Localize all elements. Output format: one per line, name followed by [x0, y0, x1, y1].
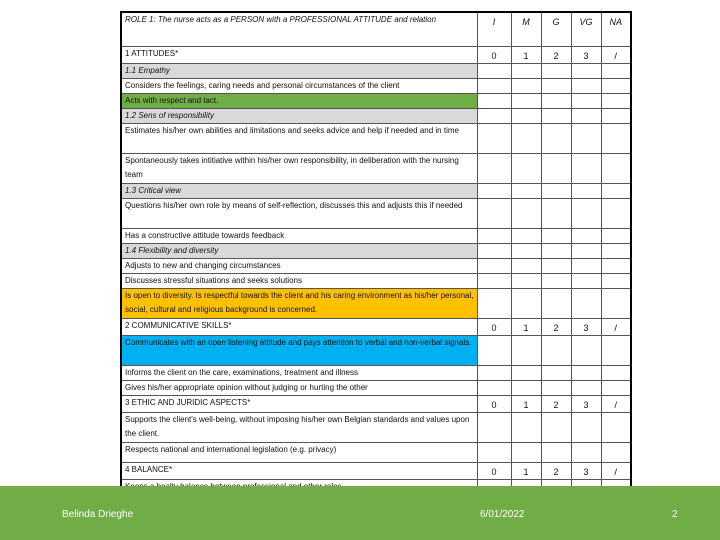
section-balance: 4 BALANCE* [121, 462, 477, 479]
criterion-text: Adjusts to new and changing circumstances [121, 258, 477, 273]
criterion-text: Spontaneously takes intitiative within his/her own responsibility, in deliberation with the nursing team [121, 153, 477, 183]
section-ethic-juridic: 3 ETHIC AND JURIDIC ASPECTS* [121, 395, 477, 412]
section-row [121, 318, 631, 335]
score-0-option[interactable]: 0 [477, 395, 511, 412]
criterion-row [121, 335, 631, 365]
criterion-row [121, 258, 631, 273]
score-1-option[interactable]: 1 [511, 46, 541, 63]
score-3-option[interactable]: 3 [571, 46, 601, 63]
score-3-option[interactable]: 3 [571, 395, 601, 412]
criterion-row [121, 78, 631, 93]
footer-date: 6/01/2022 [480, 509, 525, 520]
score-2-option[interactable]: 2 [541, 46, 571, 63]
footer-bar [0, 486, 720, 540]
criterion-row [121, 442, 631, 462]
section-row [121, 462, 631, 479]
score-3-option[interactable]: 3 [571, 462, 601, 479]
criterion-text: Estimates his/her own abilities and limitations and seeks advice and help if needed and in time [121, 123, 477, 153]
criterion-row [121, 228, 631, 243]
criterion-text: Gives his/her appropriate opinion without judging or hurting the other [121, 380, 477, 395]
score-na-option[interactable]: / [601, 46, 631, 63]
score-na-option[interactable]: / [601, 462, 631, 479]
section-attitudes: 1 ATTITUDES* [121, 46, 477, 63]
scale-good: G [541, 12, 571, 46]
role-title: ROLE 1: The nurse acts as a PERSON with a PROFESSIONAL ATTITUDE and relation [121, 12, 477, 46]
evaluation-table [120, 11, 632, 496]
section-row [121, 46, 631, 63]
scale-moderate: M [511, 12, 541, 46]
criterion-row [121, 273, 631, 288]
subsection-row [121, 183, 631, 198]
criterion-text: Communicates with an open listening attitude and pays attention to verbal and non-verbal signals. [121, 335, 477, 365]
criterion-row [121, 380, 631, 395]
footer-author: Belinda Drieghe [62, 509, 134, 520]
score-1-option[interactable]: 1 [511, 395, 541, 412]
subsection-row [121, 108, 631, 123]
criterion-text: Considers the feelings, caring needs and personal circumstances of the client [121, 78, 477, 93]
criterion-row [121, 198, 631, 228]
criterion-text: Discusses stressful situations and seeks solutions [121, 273, 477, 288]
subsection-critical: 1.3 Critical view [121, 183, 477, 198]
score-2-option[interactable]: 2 [541, 318, 571, 335]
score-2-option[interactable]: 2 [541, 395, 571, 412]
scale-insufficient: I [477, 12, 511, 46]
criterion-text: Informs the client on the care, examinations, treatment and illness [121, 365, 477, 380]
subsection-row [121, 63, 631, 78]
score-1-option[interactable]: 1 [511, 462, 541, 479]
criterion-text: Supports the client's well-being, without imposing his/her own Belgian standards and values upon the client. [121, 412, 477, 442]
footer-page-number: 2 [672, 509, 678, 520]
criterion-row [121, 412, 631, 442]
criterion-row [121, 365, 631, 380]
criterion-text: Has a constructive attitude towards feedback [121, 228, 477, 243]
subsection-flexibility: 1.4 Flexibility and diversity [121, 243, 477, 258]
criterion-text: Questions his/her own role by means of self-reflection, discusses this and adjusts this if needed [121, 198, 477, 228]
score-0-option[interactable]: 0 [477, 46, 511, 63]
scale-very-good: VG [571, 12, 601, 46]
criterion-text: Respects national and international legislation (e.g. privacy) [121, 442, 477, 462]
criterion-row [121, 93, 631, 108]
criterion-row [121, 153, 631, 183]
criterion-row [121, 123, 631, 153]
section-communicative-skills: 2 COMMUNICATIVE SKILLS* [121, 318, 477, 335]
score-3-option[interactable]: 3 [571, 318, 601, 335]
scale-not-applicable: NA [601, 12, 631, 46]
score-0-option[interactable]: 0 [477, 462, 511, 479]
score-2-option[interactable]: 2 [541, 462, 571, 479]
subsection-empathy: 1.1 Empathy [121, 63, 477, 78]
score-1-option[interactable]: 1 [511, 318, 541, 335]
section-row [121, 395, 631, 412]
header-row [121, 12, 631, 46]
criterion-row [121, 288, 631, 318]
score-na-option[interactable]: / [601, 318, 631, 335]
criterion-text: Is open to diversity. Is respectful towards the client and his caring environment as his/her personal, social, cultural and religious background is concerned. [121, 288, 477, 318]
subsection-row [121, 243, 631, 258]
score-0-option[interactable]: 0 [477, 318, 511, 335]
subsection-responsibility: 1.2 Sens of responsibility [121, 108, 477, 123]
criterion-text: Acts with respect and tact. [121, 93, 477, 108]
score-na-option[interactable]: / [601, 395, 631, 412]
